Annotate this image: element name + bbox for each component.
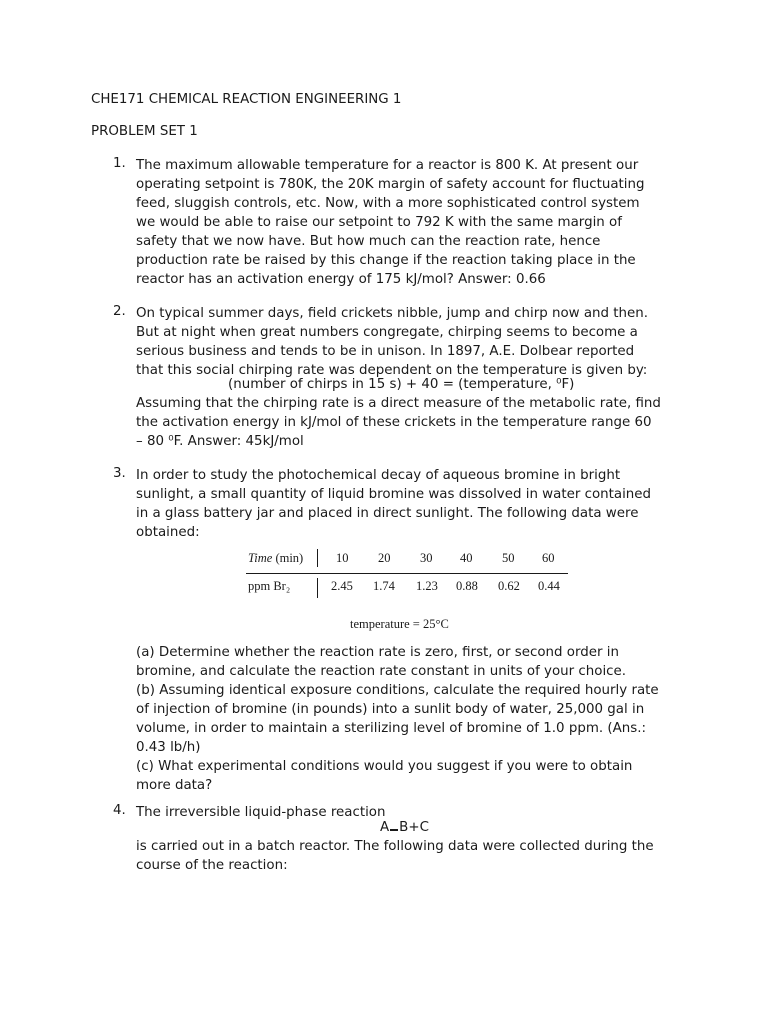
problem-number: 4. bbox=[113, 803, 126, 818]
concentration-cell: 1.23 bbox=[416, 579, 438, 593]
table-rule bbox=[246, 573, 568, 574]
problem-1-text bbox=[136, 156, 696, 289]
problem-number: 2. bbox=[113, 304, 126, 319]
problem-set-title: PROBLEM SET 1 bbox=[91, 124, 198, 139]
text-line: Assuming that the chirping rate is a direct measure of the metabolic rate, find bbox=[136, 396, 661, 411]
text-line: the activation energy in kJ/mol of these crickets in the temperature range 60 bbox=[136, 415, 652, 430]
text-line: volume, in order to maintain a sterilizing level of bromine of 1.0 ppm. (Ans.: bbox=[136, 721, 647, 736]
text-line: safety that we now have. But how much can the reaction rate, hence bbox=[136, 234, 601, 249]
text-line: (c) What experimental conditions would you suggest if you were to obtain bbox=[136, 759, 633, 774]
text-line: course of the reaction: bbox=[136, 858, 288, 873]
text-line: bromine, and calculate the reaction rate constant in units of your choice. bbox=[136, 664, 627, 679]
concentration-cell: 0.88 bbox=[456, 579, 478, 593]
time-cell: 40 bbox=[460, 551, 473, 565]
concentration-header: ppm Br₂ bbox=[248, 579, 291, 593]
text-line: we would be able to raise our setpoint to 792 K with the same margin of bbox=[136, 215, 622, 230]
problem-4-text bbox=[136, 837, 696, 875]
text-line: On typical summer days, field crickets nibble, jump and chirp now and then. bbox=[136, 306, 649, 321]
text-line: In order to study the photochemical decay of aqueous bromine in bright bbox=[136, 468, 621, 483]
text-line: of injection of bromine (in pounds) into a sunlit body of water, 25,000 gal in bbox=[136, 702, 645, 717]
products: B+C bbox=[399, 820, 429, 835]
concentration-cell: 2.45 bbox=[331, 579, 353, 593]
text-line: But at night when great numbers congregate, chirping seems to become a bbox=[136, 325, 638, 340]
text-line: The maximum allowable temperature for a reactor is 800 K. At present our bbox=[136, 158, 639, 173]
text-line: operating setpoint is 780K, the 20K margin of safety account for fluctuating bbox=[136, 177, 645, 192]
time-header bbox=[248, 551, 303, 566]
problem-number: 1. bbox=[113, 156, 126, 171]
text-line: The irreversible liquid-phase reaction bbox=[136, 805, 386, 820]
problem-2-text bbox=[136, 304, 696, 380]
text-line: serious business and tends to be in unison. In 1897, A.E. Dolbear reported bbox=[136, 344, 635, 359]
text-line: 0.43 lb/h) bbox=[136, 740, 201, 755]
text-line: in a glass battery jar and placed in direct sunlight. The following data were bbox=[136, 506, 639, 521]
table-divider bbox=[317, 578, 318, 598]
text-line: (b) Assuming identical exposure conditions, calculate the required hourly rate bbox=[136, 683, 659, 698]
time-label: Time bbox=[248, 551, 273, 565]
text-line: (a) Determine whether the reaction rate is zero, first, or second order in bbox=[136, 645, 619, 660]
concentration-cell: 0.62 bbox=[498, 579, 520, 593]
problem-2-continued bbox=[136, 394, 696, 451]
reaction-arrow-icon bbox=[389, 821, 399, 831]
chirp-equation: (number of chirps in 15 s) + 40 = (temperature, ⁰F) bbox=[228, 377, 575, 392]
time-cell: 10 bbox=[336, 551, 349, 565]
time-cell: 60 bbox=[542, 551, 555, 565]
text-line: feed, sluggish controls, etc. Now, with a more sophisticated control system bbox=[136, 196, 640, 211]
concentration-cell: 1.74 bbox=[373, 579, 395, 593]
text-line: production rate be raised by this change if the reaction taking place in the bbox=[136, 253, 636, 268]
time-unit: (min) bbox=[275, 551, 304, 565]
problem-3-text bbox=[136, 466, 696, 542]
text-line: – 80 ⁰F. Answer: 45kJ/mol bbox=[136, 434, 304, 449]
course-title: CHE171 CHEMICAL REACTION ENGINEERING 1 bbox=[91, 92, 402, 107]
text-line: more data? bbox=[136, 778, 213, 793]
text-line: sunlight, a small quantity of liquid bromine was dissolved in water contained bbox=[136, 487, 652, 502]
reactant: A bbox=[380, 820, 390, 835]
text-line: reactor has an activation energy of 175 kJ/mol? Answer: 0.66 bbox=[136, 272, 546, 287]
problem-3-parts bbox=[136, 643, 696, 795]
text-line: is carried out in a batch reactor. The following data were collected during the bbox=[136, 839, 654, 854]
concentration-cell: 0.44 bbox=[538, 579, 560, 593]
time-cell: 20 bbox=[378, 551, 391, 565]
time-cell: 50 bbox=[502, 551, 515, 565]
reaction-equation bbox=[380, 820, 429, 835]
table-divider bbox=[317, 549, 318, 567]
text-line: obtained: bbox=[136, 525, 200, 540]
table-caption: temperature = 25°C bbox=[350, 617, 449, 631]
time-cell: 30 bbox=[420, 551, 433, 565]
text-line: that this social chirping rate was dependent on the temperature is given by: bbox=[136, 363, 648, 378]
problem-number: 3. bbox=[113, 466, 126, 481]
